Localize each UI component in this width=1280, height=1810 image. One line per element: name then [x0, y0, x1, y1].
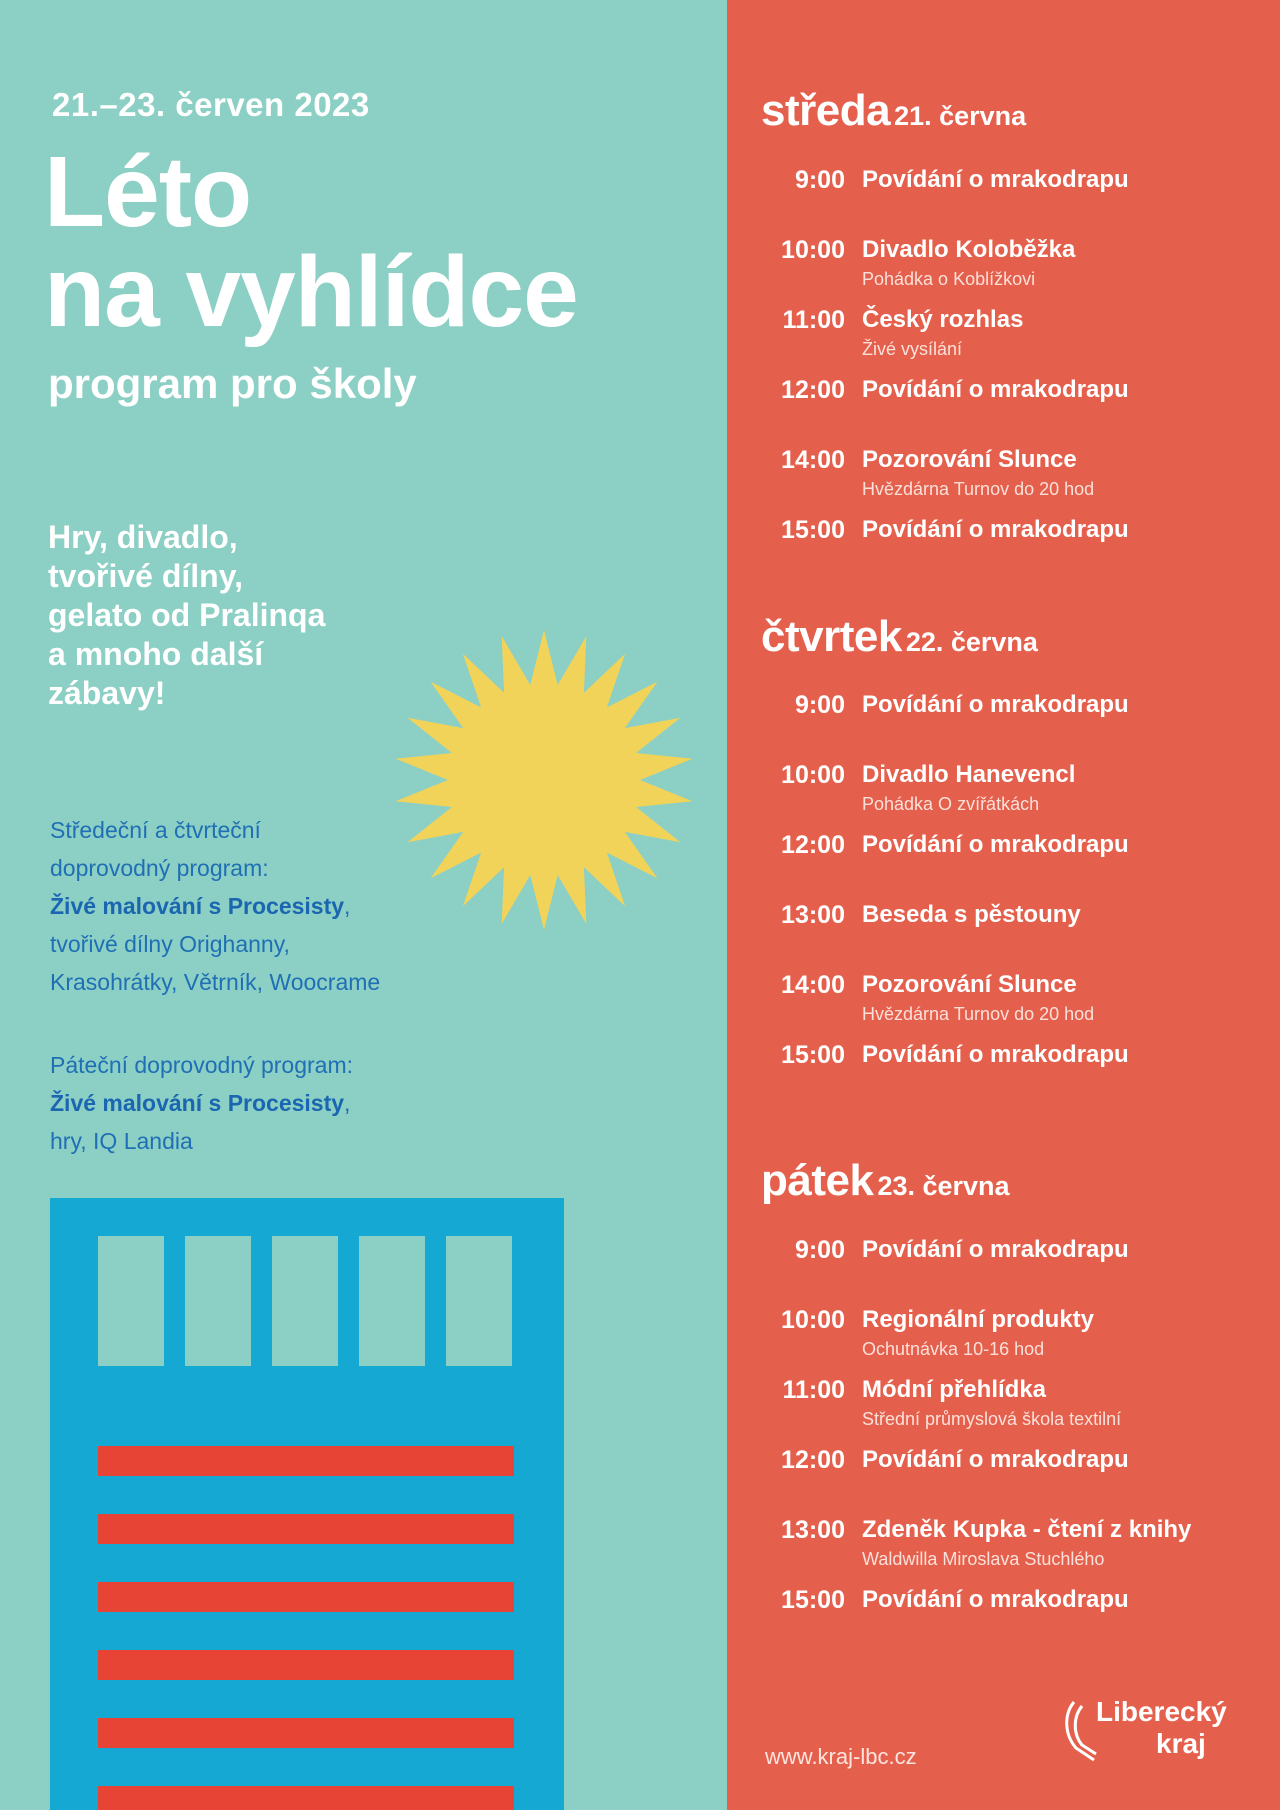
event-time: 10:00 [781, 1306, 845, 1334]
day-name: pátek [761, 1156, 874, 1205]
tagline-line: tvořivé dílny, [48, 558, 244, 594]
building-stripe [98, 1786, 514, 1810]
skyscraper-illustration [50, 1198, 564, 1810]
day-name: středa [761, 86, 891, 135]
event-title: Pozorování Slunce [862, 971, 1077, 998]
website-link[interactable]: www.kraj-lbc.cz [765, 1744, 917, 1769]
event-time: 12:00 [781, 376, 845, 404]
event-title: Povídání o mrakodrapu [862, 1586, 1129, 1613]
building-window [446, 1236, 512, 1366]
side-line: Páteční doprovodný program: [50, 1052, 354, 1078]
event-time: 10:00 [781, 761, 845, 789]
day-date: 21. června [894, 101, 1027, 131]
event-time: 11:00 [782, 306, 845, 334]
page-title [44, 136, 578, 348]
event-time: 13:00 [781, 1516, 845, 1544]
event-subtitle: Pohádka O zvířátkách [862, 794, 1040, 814]
event-title: Povídání o mrakodrapu [862, 1446, 1129, 1473]
event-title: Módní přehlídka [862, 1376, 1047, 1403]
event-time: 15:00 [781, 1041, 845, 1069]
highlight-text: Živé malování s Procesisty [50, 893, 345, 919]
building-stripe [98, 1718, 514, 1748]
building-window [272, 1236, 338, 1366]
side-line-highlight [50, 1084, 353, 1122]
event-subtitle: Pohádka o Koblížkovi [862, 269, 1036, 289]
event-title: Zdeněk Kupka - čtení z knihy [862, 1516, 1192, 1543]
event-subtitle: Waldwilla Miroslava Stuchlého [862, 1549, 1105, 1569]
side-line: hry, IQ Landia [50, 1128, 193, 1154]
sun-icon [392, 628, 696, 932]
building-stripe [98, 1446, 514, 1476]
logo-text-line-1: Liberecký [1096, 1696, 1227, 1727]
event-title: Povídání o mrakodrapu [862, 831, 1129, 858]
event-time: 12:00 [781, 831, 845, 859]
side-program-wed-thu [50, 811, 380, 1001]
event-dates: 21.–23. červen 2023 [52, 86, 370, 123]
event-title: Povídání o mrakodrapu [862, 1041, 1129, 1068]
event-time: 14:00 [781, 446, 845, 474]
event-title: Pozorování Slunce [862, 446, 1077, 473]
event-time: 9:00 [794, 166, 845, 194]
event-title: Český rozhlas [862, 306, 1024, 333]
side-program-fri [50, 1046, 353, 1160]
day-date: 23. června [877, 1171, 1010, 1201]
day-heading-friday [761, 1156, 1010, 1206]
event-subtitle: Ochutnávka 10-16 hod [862, 1339, 1045, 1359]
event-time: 14:00 [781, 971, 845, 999]
event-time: 15:00 [781, 516, 845, 544]
event-subtitle: Živé vysílání [862, 339, 963, 359]
day-heading-wednesday [761, 86, 1026, 136]
tagline-line: zábavy! [48, 675, 166, 711]
event-time: 11:00 [782, 1376, 845, 1404]
tagline-line: gelato od Pralinqa [48, 597, 326, 633]
side-line: tvořivé dílny Orighanny, [50, 931, 290, 957]
event-title: Beseda s pěstouny [862, 901, 1081, 928]
side-line: Středeční a čtvrteční [50, 817, 261, 843]
tagline-line: a mnoho další [48, 636, 264, 672]
building-window [359, 1236, 425, 1366]
liberecky-kraj-logo [1060, 1696, 1230, 1766]
event-subtitle: Hvězdárna Turnov do 20 hod [862, 479, 1095, 499]
event-time: 9:00 [794, 691, 845, 719]
highlight-text: Živé malování s Procesisty [50, 1090, 345, 1116]
event-title: Povídání o mrakodrapu [862, 516, 1129, 543]
title-line-1: Léto [44, 136, 252, 248]
day-heading-thursday [761, 612, 1038, 662]
building-stripe [98, 1582, 514, 1612]
building-window [98, 1236, 164, 1366]
event-time: 12:00 [781, 1446, 845, 1474]
event-title: Divadlo Hanevencl [862, 761, 1076, 788]
subtitle: program pro školy [48, 360, 417, 407]
title-line-2: na vyhlídce [44, 236, 578, 348]
logo-arcs-icon [1060, 1700, 1100, 1762]
event-time: 10:00 [781, 236, 845, 264]
side-line: Krasohrátky, Větrník, Woocrame [50, 969, 381, 995]
event-time: 13:00 [781, 901, 845, 929]
side-line-highlight [50, 887, 380, 925]
building-stripe [98, 1514, 514, 1544]
event-title: Povídání o mrakodrapu [862, 1236, 1129, 1263]
day-date: 22. června [905, 627, 1038, 657]
building-stripe [98, 1650, 514, 1680]
event-subtitle: Hvězdárna Turnov do 20 hod [862, 1004, 1095, 1024]
comma: , [344, 893, 351, 919]
tagline-line: Hry, divadlo, [48, 519, 238, 555]
comma: , [344, 1090, 351, 1116]
building-window [185, 1236, 251, 1366]
event-title: Povídání o mrakodrapu [862, 691, 1129, 718]
event-time: 9:00 [794, 1236, 845, 1264]
tagline [48, 518, 325, 713]
event-subtitle: Střední průmyslová škola textilní [862, 1409, 1122, 1429]
event-time: 15:00 [781, 1586, 845, 1614]
logo-text-line-2: kraj [1156, 1728, 1206, 1759]
schedule-panel [727, 0, 1280, 1810]
event-title: Povídání o mrakodrapu [862, 166, 1129, 193]
side-line: doprovodný program: [50, 855, 269, 881]
day-name: čtvrtek [761, 612, 902, 661]
event-title: Regionální produkty [862, 1306, 1095, 1333]
event-title: Divadlo Koloběžka [862, 236, 1076, 263]
event-title: Povídání o mrakodrapu [862, 376, 1129, 403]
